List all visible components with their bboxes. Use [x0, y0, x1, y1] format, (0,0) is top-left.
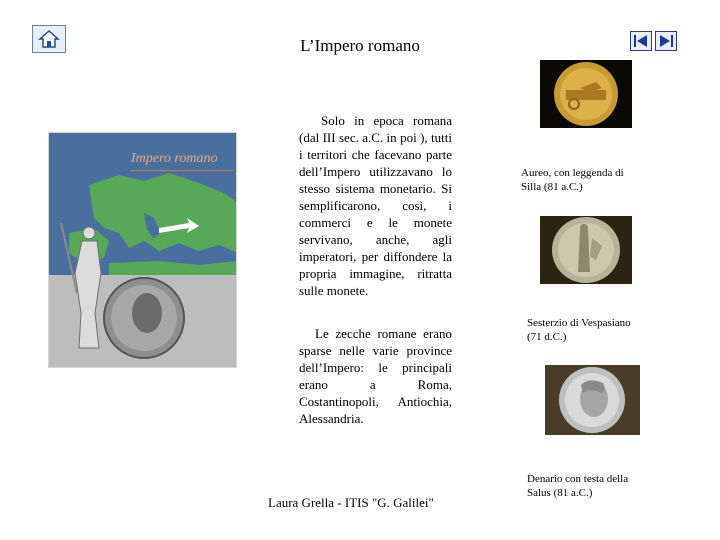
roman-empire-map: [48, 132, 237, 368]
sesterzio-caption: Sesterzio di Vespasiano (71 d.C.): [527, 317, 631, 343]
sesterzio-coin-image: [540, 216, 632, 284]
map-title-label: Impero romano: [131, 151, 218, 166]
author-footer: Laura Grella - ITIS "G. Galilei": [268, 495, 434, 510]
map-label-underline: [131, 170, 233, 171]
aureus-coin-image: [540, 60, 632, 128]
page-title: L’Impero romano: [300, 36, 420, 55]
intro-paragraph: Solo in epoca romana (dal III sec. a.C. in poi ), tutti i territori che facevano parte dell’Impero utilizzavano lo stesso sistema monetario. Si semplificarono, così, i commerci e le monete servivano, anche, agli imperatori, per diffondere la propria immagine, ritratta sulle monete.: [299, 113, 452, 298]
denario-coin-image: [545, 365, 640, 435]
aureus-caption: Aureo, con leggenda di Silla (81 a.C.): [521, 167, 624, 193]
mints-paragraph: Le zecche romane erano sparse nelle varie province dell’Impero: le principali erano a Roma, Costantinopoli, Antiochia, Alessandria.: [299, 326, 452, 426]
denario-caption: Denario con testa della Salus (81 a.C.): [527, 473, 629, 499]
